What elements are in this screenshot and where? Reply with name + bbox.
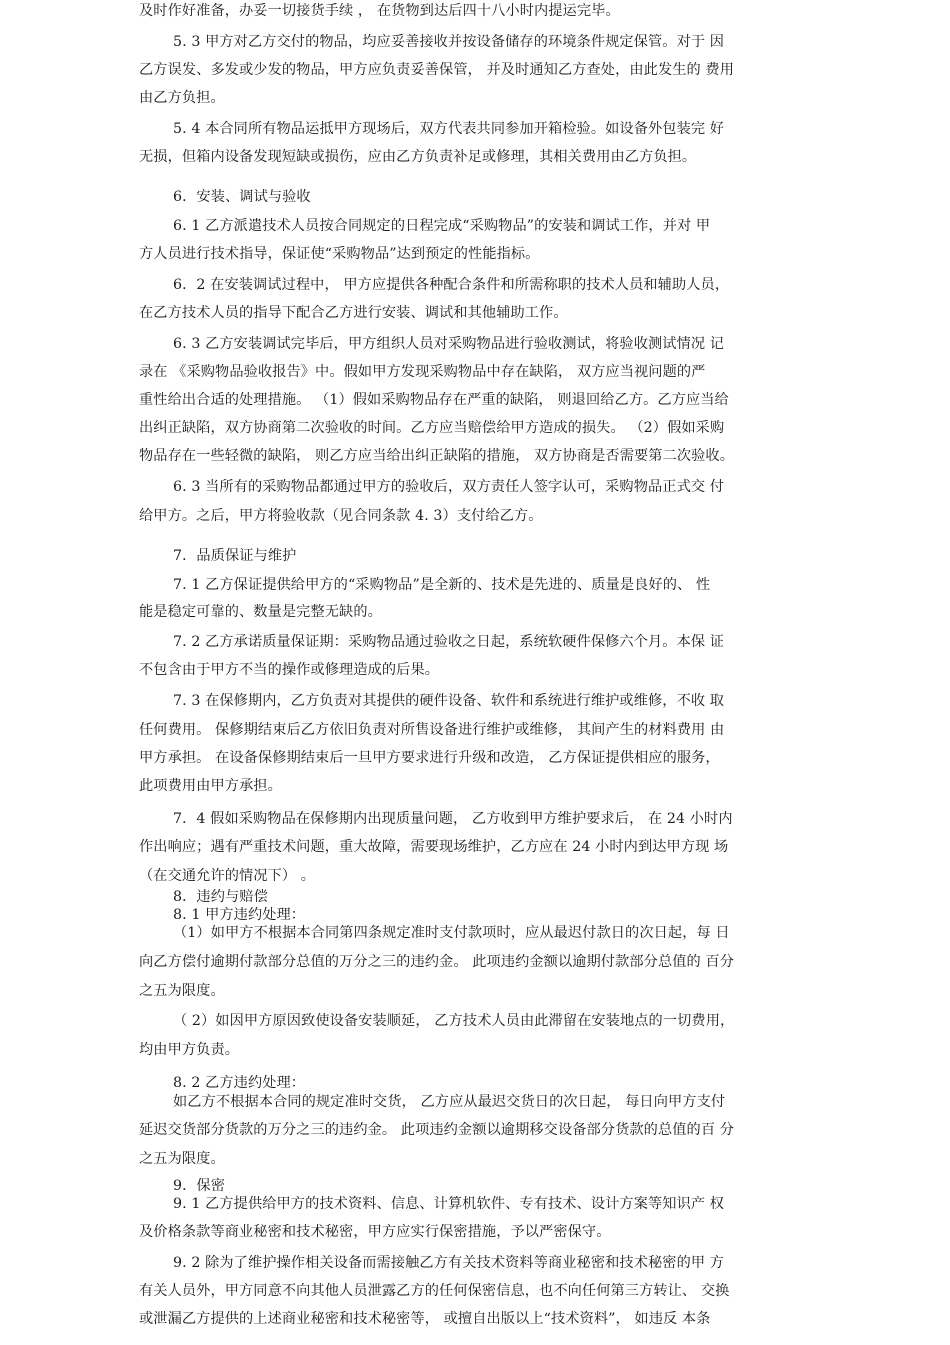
text-line: 9. 1 乙方提供给甲方的技术资料、信息、计算机软件、专有技术、设计方案等知识产 权 (173, 1196, 725, 1212)
text-line: （1）如甲方不根据本合同第四条规定准时支付款项时，应从最迟付款日的次日起，每 日 (173, 925, 730, 941)
text-line: 任何费用。 保修期结束后乙方依旧负责对所售设备进行维护或维修， 其间产生的材料费用 由 (139, 722, 725, 738)
text-line: 乙方误发、多发或少发的物品，甲方应负责妥善保管， 并及时通知乙方查处，由此发生的 费用 (139, 62, 735, 78)
text-line: 6. 3 当所有的采购物品都通过甲方的验收后，双方责任人签字认可，采购物品正式交 付 (173, 479, 725, 495)
section-heading: 6．安装、调试与验收 (173, 189, 311, 205)
text-line: 如乙方不根据本合同的规定准时交货， 乙方应从最迟交货日的次日起， 每日向甲方支付 (173, 1094, 726, 1110)
text-line: 9. 2 除为了维护操作相关设备而需接触乙方有关技术资料等商业秘密和技术秘密的甲 方 (173, 1255, 725, 1271)
text-line: 7. 1 乙方保证提供给甲方的“采购物品”是全新的、技术是先进的、质量是良好的、 性 (173, 577, 711, 593)
text-line: 有关人员外，甲方同意不向其他人员泄露乙方的任何保密信息，也不向任何第三方转让、 交换 (139, 1283, 730, 1299)
text-line: 7．4 假如采购物品在保修期内出现质量问题， 乙方收到甲方维护要求后， 在 24 小时内 (173, 811, 733, 827)
text-line: 及时作好准备，办妥一切接货手续 ， 在货物到达后四十八小时内提运完毕。 (139, 3, 620, 19)
text-line: （ 2）如因甲方原因致使设备安装顺延， 乙方技术人员由此滞留在安装地点的一切费用， (173, 1013, 735, 1029)
text-line: 或泄漏乙方提供的上述商业秘密和技术秘密等， 或擅自出版以上“技术资料”， 如违反 本条 (139, 1311, 711, 1327)
text-line: 7. 2 乙方承诺质量保证期：采购物品通过验收之日起，系统软硬件保修六个月。本保 证 (173, 634, 725, 650)
text-line: 给甲方。之后，甲方将验收款（见合同条款 4. 3）支付给乙方。 (139, 508, 543, 524)
subsection-heading: 8. 1 甲方违约处理： (173, 907, 306, 923)
text-line: 录在 《采购物品验收报告》中。假如甲方发现采购物品中存在缺陷， 双方应当视问题的严 (139, 364, 706, 380)
text-line: 及价格条款等商业秘密和技术秘密，甲方应实行保密措施，予以严密保守。 (139, 1224, 611, 1240)
text-line: 能是稳定可靠的、数量是完整无缺的。 (139, 604, 382, 620)
text-line: 由乙方负担。 (139, 90, 225, 106)
text-line: 方人员进行技术指导，保证使“采购物品”达到预定的性能指标。 (139, 246, 540, 262)
text-line: 向乙方偿付逾期付款部分总值的万分之三的违约金。 此项违约金额以逾期付款部分总值的 百分 (139, 954, 735, 970)
text-line: 5. 4 本合同所有物品运抵甲方现场后，双方代表共同参加开箱检验。如设备外包装完 好 (173, 121, 725, 137)
text-line: 均由甲方负责。 (139, 1042, 240, 1058)
text-line: 6. 3 乙方安装调试完毕后，甲方组织人员对采购物品进行验收测试，将验收测试情况 记 (173, 336, 725, 352)
section-heading: 8．违约与赔偿 (173, 889, 268, 905)
text-line: （在交通允许的情况下） 。 (139, 868, 316, 884)
text-line: 延迟交货部分货款的万分之三的违约金。 此项违约金额以逾期移交设备部分货款的总值的百 分 (139, 1122, 735, 1138)
text-line: 此项费用由甲方承担。 (139, 778, 282, 794)
text-line: 物品存在一些轻微的缺陷， 则乙方应当给出纠正缺陷的措施， 双方协商是否需要第二次验收。 (139, 448, 735, 464)
section-heading: 9．保密 (173, 1178, 225, 1194)
subsection-heading: 8. 2 乙方违约处理： (173, 1075, 306, 1091)
text-line: 5. 3 甲方对乙方交付的物品，均应妥善接收并按设备储存的环境条件规定保管。对于 因 (173, 34, 725, 50)
text-line: 作出响应；遇有严重技术问题，重大故障，需要现场维护，乙方应在 24 小时内到达甲方现 场 (139, 839, 729, 855)
text-line: 之五为限度。 (139, 983, 225, 999)
text-line: 6．2 在安装调试过程中， 甲方应提供各种配合条件和所需称职的技术人员和辅助人员， (173, 277, 730, 293)
text-line: 6. 1 乙方派遣技术人员按合同规定的日程完成“采购物品”的安装和调试工作，并对 甲 (173, 218, 711, 234)
text-line: 重性给出合适的处理措施。 （1）假如采购物品存在严重的缺陷， 则退回给乙方。乙方应当给 (139, 392, 729, 408)
text-line: 出纠正缺陷，双方协商第二次验收的时间。乙方应当赔偿给甲方造成的损失。 （2）假如采购 (139, 420, 725, 436)
section-heading: 7．品质保证与维护 (173, 548, 297, 564)
text-line: 之五为限度。 (139, 1151, 225, 1167)
text-line: 无损，但箱内设备发现短缺或损伤，应由乙方负责补足或修理，其相关费用由乙方负担。 (139, 149, 697, 165)
text-line: 甲方承担。 在设备保修期结束后一旦甲方要求进行升级和改造， 乙方保证提供相应的服务， (139, 750, 720, 766)
text-line: 7. 3 在保修期内，乙方负责对其提供的硬件设备、软件和系统进行维护或维修，不收 取 (173, 693, 725, 709)
text-line: 不包含由于甲方不当的操作或修理造成的后果。 (139, 662, 440, 678)
text-line: 在乙方技术人员的指导下配合乙方进行安装、调试和其他辅助工作。 (139, 305, 568, 321)
